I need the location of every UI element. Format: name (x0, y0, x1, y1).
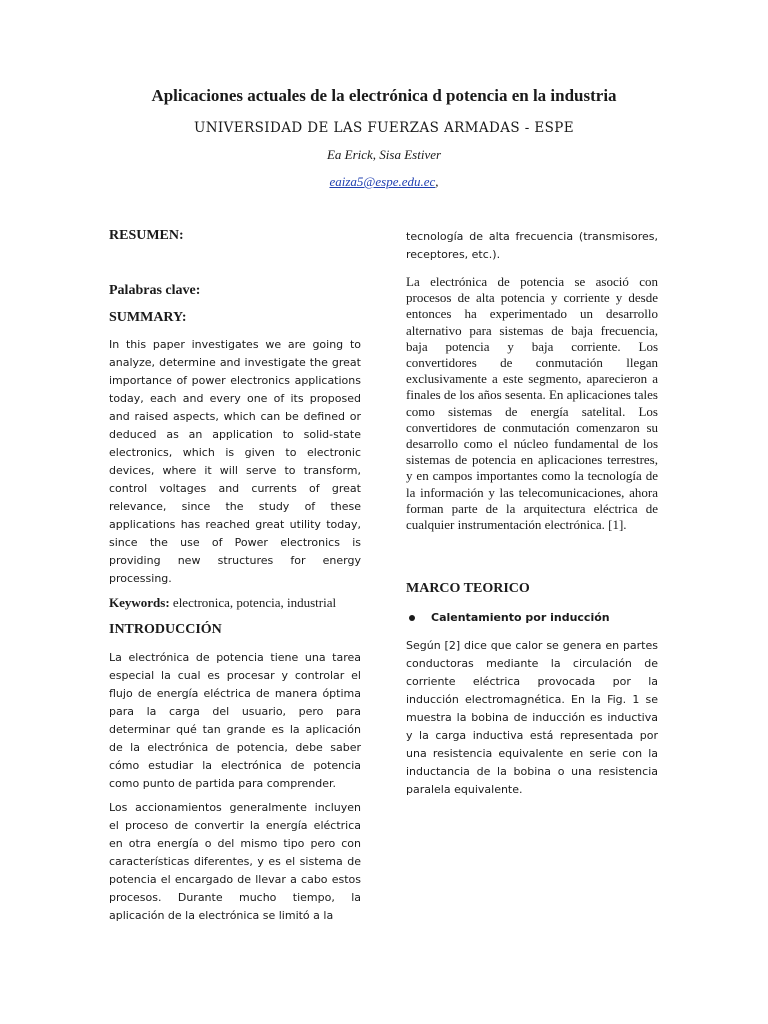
continuation-paragraph: tecnología de alta frecuencia (transmisores, receptores, etc.). (406, 230, 658, 261)
keywords-text: electronica, potencia, industrial (172, 595, 337, 610)
bullet-label: Calentamiento por inducción (431, 611, 610, 624)
author-names: Ea Erick, Sisa Estiver (326, 147, 442, 162)
bullet-dot-icon (409, 615, 415, 621)
power-electronics-paragraph: La electrónica de potencia se asoció con procesos de alta potencia y corriente y desde entonces ha experimentado un desarrollo alternativo para sistemas de baja frecuencia, baja potencia y baja corriente. Los convertidores de conmutación llegan exclusivamente a este segmento, aparecieron a finales de los años sesenta. En aplicaciones tales como sistemas de energía satelital. Los convertidores de conmutación comenzaron su desarrollo como el núcleo fundamental de los sistemas de potencia en aplicaciones terrestres, y en campos importantes como la tecnología de la información y las telecomunicaciones, ahora forman parte de la arquitectura eléctrica de cualquier instrumentación electrónica. [1]. (406, 274, 658, 533)
palabras-clave-heading: Palabras clave: (109, 283, 201, 298)
marco-teorico-heading: MARCO TEORICO (406, 581, 530, 596)
intro-paragraph-2: Los accionamientos generalmente incluyen el proceso de convertir la energía eléctrica en otra energía o del mismo tipo pero con características diferentes, y es el sistema de potencia el encargado de llevar a cabo estos procesos. Durante mucho tiempo, la aplicación de la electrónica se limitó a la (109, 801, 361, 922)
keywords-label: Keywords: (109, 595, 170, 610)
induction-paragraph: Según [2] dice que calor se genera en partes conductoras mediante la circulación de corriente eléctrica provocada por la inducción electromagnética. En la Fig. 1 se muestra la bobina de inducción es inductiva y la carga inductiva está representada por una resistencia equivalente en serie con la inductancia de la bobina o una resistencia paralela equivalente. (406, 639, 658, 796)
summary-heading: SUMMARY: (109, 310, 187, 325)
paper-title: Aplicaciones actuales de la electrónica d potencia en la industria (151, 86, 617, 105)
keywords-line (109, 595, 361, 611)
author-email-line (0, 174, 768, 190)
summary-paragraph: In this paper investigates we are going to analyze, determine and investigate the great importance of power electronics applications today, each and every one of its proposed and raised aspects, which can be defined or deduced as an application to solid-state electronics, which is given to electronic devices, where it will serve to transform, control voltages and currents of great relevance, since the study of these applications has reached great utility today, since the use of Power electronics is providing new structures for energy processing. (109, 338, 361, 585)
intro-paragraph-1: La electrónica de potencia tiene una tarea especial la cual es procesar y controlar el flujo de energía eléctrica de manera óptima para la carga del usuario, pero para determinar qué tan grande es la aplicación de la electrónica de potencia, debe saber cómo estudiar la electrónica de potencia como punto de partida para comprender. (109, 651, 361, 790)
email-suffix: , (435, 174, 439, 189)
university-name: UNIVERSIDAD DE LAS FUERZAS ARMADAS - ESPE (193, 120, 575, 136)
bullet-item (406, 611, 658, 624)
author-email-link[interactable]: eaiza5@espe.edu.ec (329, 174, 436, 189)
introduccion-heading: INTRODUCCIÓN (109, 622, 222, 637)
resumen-heading: RESUMEN: (109, 228, 184, 243)
